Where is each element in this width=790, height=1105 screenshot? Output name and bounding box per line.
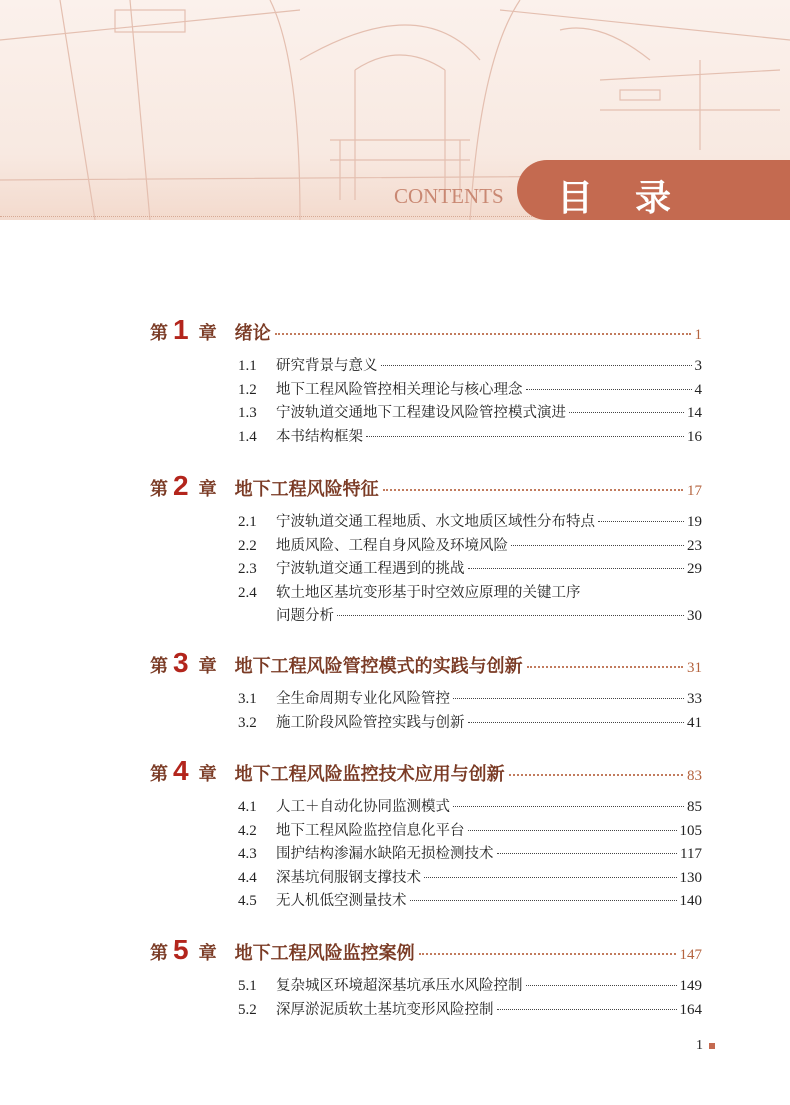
section-number: 1.2 bbox=[238, 381, 257, 398]
section-page: 19 bbox=[687, 514, 702, 530]
folio-square-icon bbox=[709, 1043, 715, 1049]
section-number: 2.4 bbox=[238, 584, 257, 601]
leader-dots bbox=[497, 1009, 677, 1010]
chapter-number: 1 bbox=[173, 314, 189, 345]
chapter-prefix: 第 bbox=[150, 323, 168, 344]
chapter-title: 地下工程风险监控技术应用与创新 bbox=[234, 764, 505, 785]
section-number: 5.1 bbox=[238, 978, 257, 994]
toc-title-banner bbox=[517, 160, 790, 220]
section-entry[interactable] bbox=[238, 534, 702, 556]
section-entry[interactable] bbox=[238, 819, 702, 841]
leader-dots bbox=[569, 412, 684, 413]
toc-title-char: 录 bbox=[635, 178, 672, 219]
leader-dots bbox=[410, 900, 677, 901]
leader-dots bbox=[419, 953, 676, 955]
section-title: 宁波轨道交通工程地质、水文地质区域性分布特点 bbox=[276, 514, 595, 530]
section-number: 1.1 bbox=[238, 358, 257, 374]
page-number: 1 bbox=[696, 1038, 703, 1053]
leader-dots bbox=[598, 521, 684, 522]
section-number: 3.2 bbox=[238, 714, 257, 731]
leader-dots bbox=[509, 774, 683, 776]
chapter-entry[interactable] bbox=[150, 755, 702, 786]
leader-dots bbox=[468, 830, 677, 831]
section-page: 149 bbox=[679, 978, 702, 994]
section-entry[interactable] bbox=[238, 581, 702, 603]
leader-dots bbox=[275, 333, 691, 335]
chapter-prefix: 第 bbox=[150, 479, 168, 500]
section-entry[interactable] bbox=[238, 711, 702, 733]
leader-dots bbox=[424, 877, 677, 878]
chapter-title: 绪论 bbox=[234, 323, 271, 344]
chapter-page: 147 bbox=[679, 947, 702, 963]
section-title: 无人机低空测量技术 bbox=[276, 893, 407, 909]
section-page: 4 bbox=[694, 381, 702, 398]
section-entry[interactable] bbox=[238, 557, 702, 579]
section-entry[interactable] bbox=[238, 510, 702, 532]
section-title: 地下工程风险管控相关理论与核心理念 bbox=[276, 381, 523, 398]
leader-dots bbox=[383, 489, 683, 491]
leader-dots bbox=[453, 806, 684, 807]
section-title: 地质风险、工程自身风险及环境风险 bbox=[276, 537, 508, 554]
section-number: 1.3 bbox=[238, 405, 257, 421]
toc-title-char: 目 bbox=[557, 178, 594, 219]
chapter-suffix: 章 bbox=[198, 943, 217, 964]
chapter-suffix: 章 bbox=[198, 764, 217, 785]
section-entry[interactable] bbox=[238, 401, 702, 423]
section-title: 宁波轨道交通工程遇到的挑战 bbox=[276, 561, 465, 577]
section-page: 30 bbox=[687, 607, 702, 624]
section-page: 16 bbox=[687, 428, 702, 445]
section-number: 4.3 bbox=[238, 846, 257, 862]
section-page: 41 bbox=[687, 714, 702, 731]
leader-dots bbox=[497, 853, 678, 854]
section-entry[interactable] bbox=[238, 974, 702, 996]
section-number: 5.2 bbox=[238, 1001, 257, 1018]
section-number: 3.1 bbox=[238, 691, 257, 707]
section-number: 2.2 bbox=[238, 537, 257, 554]
chapter-entry[interactable] bbox=[150, 647, 702, 678]
chapter-number: 4 bbox=[173, 755, 189, 786]
chapter-prefix: 第 bbox=[150, 943, 168, 964]
chapter-prefix: 第 bbox=[150, 656, 168, 677]
section-page: 105 bbox=[679, 822, 702, 839]
chapter-number: 5 bbox=[173, 934, 189, 965]
section-page: 140 bbox=[679, 893, 702, 909]
section-entry[interactable] bbox=[238, 425, 702, 447]
chapter-prefix: 第 bbox=[150, 764, 168, 785]
leader-dots bbox=[526, 389, 692, 390]
section-title: 研究背景与意义 bbox=[276, 358, 378, 374]
section-title: 地下工程风险监控信息化平台 bbox=[276, 822, 465, 839]
leader-dots bbox=[511, 545, 684, 546]
section-number: 4.2 bbox=[238, 822, 257, 839]
section-entry-continued[interactable] bbox=[238, 604, 702, 626]
section-title: 复杂城区环境超深基坑承压水风险控制 bbox=[276, 978, 523, 994]
section-title: 全生命周期专业化风险管控 bbox=[276, 691, 450, 707]
chapter-page: 83 bbox=[687, 768, 702, 784]
section-entry[interactable] bbox=[238, 889, 702, 911]
section-entry[interactable] bbox=[238, 998, 702, 1020]
chapter-entry[interactable] bbox=[150, 470, 702, 501]
section-title: 施工阶段风险管控实践与创新 bbox=[276, 714, 465, 731]
section-title: 宁波轨道交通地下工程建设风险管控模式演进 bbox=[276, 405, 566, 421]
leader-dots bbox=[468, 722, 685, 723]
leader-dots bbox=[453, 698, 684, 699]
section-title: 围护结构渗漏水缺陷无损检测技术 bbox=[276, 846, 494, 862]
section-title: 软土地区基坑变形基于时空效应原理的关键工序 bbox=[276, 584, 581, 601]
leader-dots bbox=[527, 666, 683, 668]
section-entry[interactable] bbox=[238, 687, 702, 709]
section-page: 164 bbox=[679, 1001, 702, 1018]
section-title: 本书结构框架 bbox=[276, 428, 363, 445]
leader-dots bbox=[468, 568, 685, 569]
leader-dots bbox=[337, 615, 684, 616]
section-title-continued: 问题分析 bbox=[276, 607, 334, 624]
section-page: 85 bbox=[687, 799, 702, 815]
section-page: 33 bbox=[687, 691, 702, 707]
chapter-title: 地下工程风险管控模式的实践与创新 bbox=[234, 656, 523, 677]
section-page: 130 bbox=[679, 869, 702, 886]
section-title: 深基坑伺服钢支撑技术 bbox=[276, 869, 421, 886]
section-entry[interactable] bbox=[238, 795, 702, 817]
page-folio bbox=[696, 1038, 715, 1054]
section-page: 117 bbox=[680, 846, 702, 862]
chapter-title: 地下工程风险监控案例 bbox=[234, 943, 415, 964]
chapter-number: 3 bbox=[173, 647, 189, 678]
leader-dots bbox=[381, 365, 692, 366]
chapter-entry[interactable] bbox=[150, 934, 702, 965]
chapter-page: 1 bbox=[694, 327, 702, 343]
chapter-suffix: 章 bbox=[198, 479, 217, 500]
section-number: 1.4 bbox=[238, 428, 257, 445]
section-page: 3 bbox=[694, 358, 702, 374]
chapter-suffix: 章 bbox=[198, 656, 217, 677]
section-page: 14 bbox=[687, 405, 702, 421]
section-entry[interactable] bbox=[238, 378, 702, 400]
chapter-suffix: 章 bbox=[198, 323, 217, 344]
leader-dots bbox=[366, 436, 684, 437]
section-entry[interactable] bbox=[238, 866, 702, 888]
section-number: 2.3 bbox=[238, 561, 257, 577]
section-number: 2.1 bbox=[238, 514, 257, 530]
section-page: 29 bbox=[687, 561, 702, 577]
contents-label: CONTENTS bbox=[394, 184, 504, 208]
section-entry[interactable] bbox=[238, 354, 702, 376]
chapter-page: 17 bbox=[687, 483, 702, 499]
section-title: 深厚淤泥质软土基坑变形风险控制 bbox=[276, 1001, 494, 1018]
chapter-number: 2 bbox=[173, 470, 189, 501]
section-title: 人工＋自动化协同监测模式 bbox=[276, 799, 450, 815]
section-page: 23 bbox=[687, 537, 702, 554]
section-number: 4.5 bbox=[238, 893, 257, 909]
section-entry[interactable] bbox=[238, 842, 702, 864]
chapter-page: 31 bbox=[687, 660, 702, 676]
chapter-title: 地下工程风险特征 bbox=[234, 479, 379, 500]
section-number: 4.1 bbox=[238, 799, 257, 815]
section-number: 4.4 bbox=[238, 869, 257, 886]
leader-dots bbox=[526, 985, 677, 986]
chapter-entry[interactable] bbox=[150, 314, 702, 345]
